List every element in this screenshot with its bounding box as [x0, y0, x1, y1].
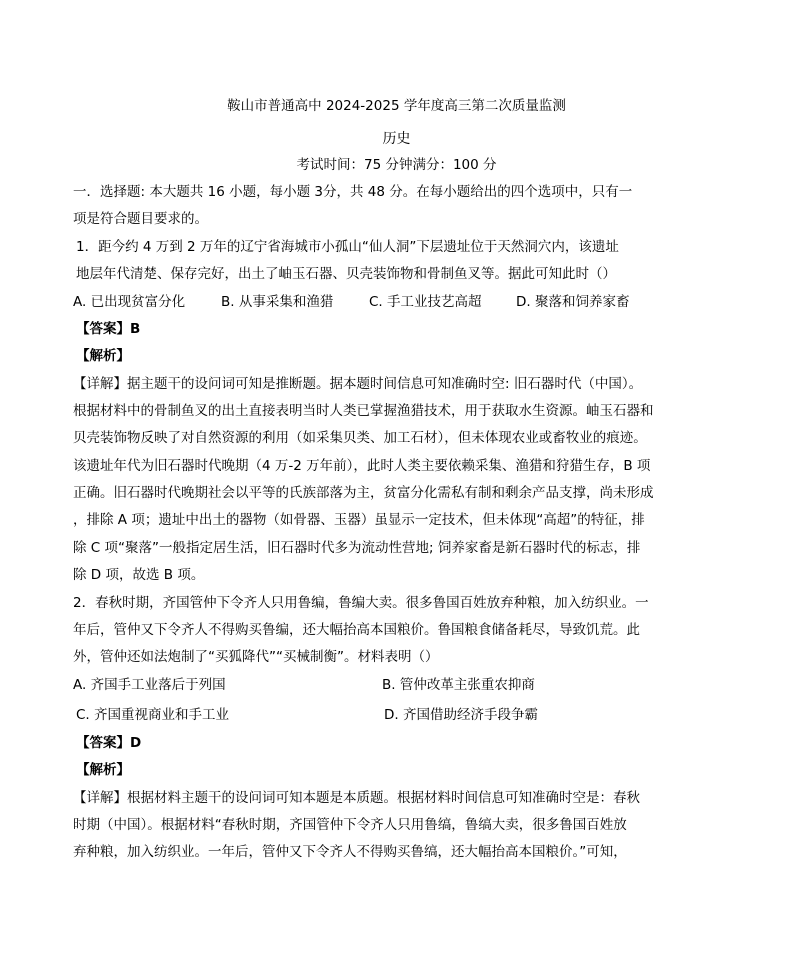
q2-analysis-heading: 【解析】	[76, 762, 130, 778]
exam-info: 考试时间：75 分钟满分：100 分	[296, 157, 497, 173]
q2-stem-line: 年后，管仲又下令齐人不得购买鲁编，还大幅抬高本国粮价。鲁国粮食储备耗尽，导致饥荒。此	[73, 622, 640, 638]
q1-detail-line: 贝壳装饰物反映了对自然资源的利用（如采集贝类、加工石材），但未体现农业或畜牧业的痕迹。	[73, 430, 647, 446]
q2-answer: 【答案】D	[76, 735, 142, 751]
q1-detail-line: 除 C 项“聚落”一般指定居生活，旧石器时代多为流动性营地; 饲养家畜是新石器时代的标志，排	[73, 540, 641, 556]
q2-stem-line: 外，管仲还如法炮制了“买狐降代”“买械制衡”。材料表明（）	[73, 649, 439, 665]
q2-option-c: C. 齐国重视商业和手工业	[76, 707, 230, 723]
q2-option-a: A. 齐国手工业落后于列国	[73, 677, 226, 693]
q1-detail-line: 正确。旧石器时代晚期社会以平等的氏族部落为主，贫富分化需私有制和剩余产品支撑，尚未形成	[73, 485, 654, 501]
q1-option-a: A. 已出现贫富分化	[73, 294, 186, 310]
q1-detail-line: 除 D 项，故选 B 项。	[73, 567, 205, 583]
q2-detail-line: 时期（中国）。根据材料“春秋时期，齐国管仲下令齐人只用鲁缟，鲁缟大卖，很多鲁国百姓放	[73, 817, 627, 833]
q2-option-d: D. 齐国借助经济手段争霸	[384, 707, 538, 723]
q1-option-c: C. 手工业技艺高超	[369, 294, 482, 310]
q1-answer: 【答案】B	[76, 321, 141, 337]
q2-stem-line: 2．春秋时期，齐国管仲下令齐人只用鲁编，鲁编大卖。很多鲁国百姓放弃种粮，加入纺织业。一	[73, 595, 649, 611]
q2-detail-line: 【详解】根据材料主题干的设问词可知本题是本质题。根据材料时间信息可知准确时空是：春秋	[73, 790, 640, 806]
q1-analysis-heading: 【解析】	[76, 348, 130, 364]
q2-detail-line: 弃种粮，加入纺织业。一年后，管仲又下令齐人不得购买鲁缟，还大幅抬高本国粮价。”可知，	[73, 844, 627, 860]
subject-heading: 历史	[382, 131, 411, 147]
section-instruction-line-1: 一．选择题: 本大题共 16 小题，每小题 3分，共 48 分。在每小题给出的四个选项中，只有一	[73, 184, 633, 200]
q1-detail-line: ，排除 A 项；遗址中出土的器物（如骨器、玉器）虽显示一定技术，但未体现“高超”的特征，排	[73, 512, 645, 528]
q1-detail-line: 该遗址年代为旧石器时代晚期（4 万-2 万年前），此时人类主要依赖采集、渔猎和狩猎生存，B 项	[73, 458, 651, 474]
q2-option-b: B. 管仲改革主张重农抑商	[382, 677, 535, 693]
exam-title: 鞍山市普通高中 2024-2025 学年度高三第二次质量监测	[227, 98, 566, 114]
q1-stem-line-1: 1．距今约 4 万到 2 万年的辽宁省海城市小孤山“仙人洞”下层遗址位于天然洞穴内，该遗址	[76, 239, 619, 255]
q1-option-d: D. 聚落和饲养家畜	[516, 294, 630, 310]
q1-detail-line: 【详解】据主题干的设问词可知是推断题。据本题时间信息可知准确时空: 旧石器时代（中国）。	[73, 376, 643, 392]
section-instruction-line-2: 项是符合题目要求的。	[73, 211, 208, 227]
q1-detail-line: 根据材料中的骨制鱼叉的出土直接表明当时人类已掌握渔猎技术，用于获取水生资源。岫玉石器和	[73, 403, 654, 419]
q1-option-b: B. 从事采集和渔猎	[221, 294, 334, 310]
q1-stem-line-2: 地层年代清楚、保存完好，出土了岫玉石器、贝壳装饰物和骨制鱼叉等。据此可知此时（）	[76, 266, 616, 282]
